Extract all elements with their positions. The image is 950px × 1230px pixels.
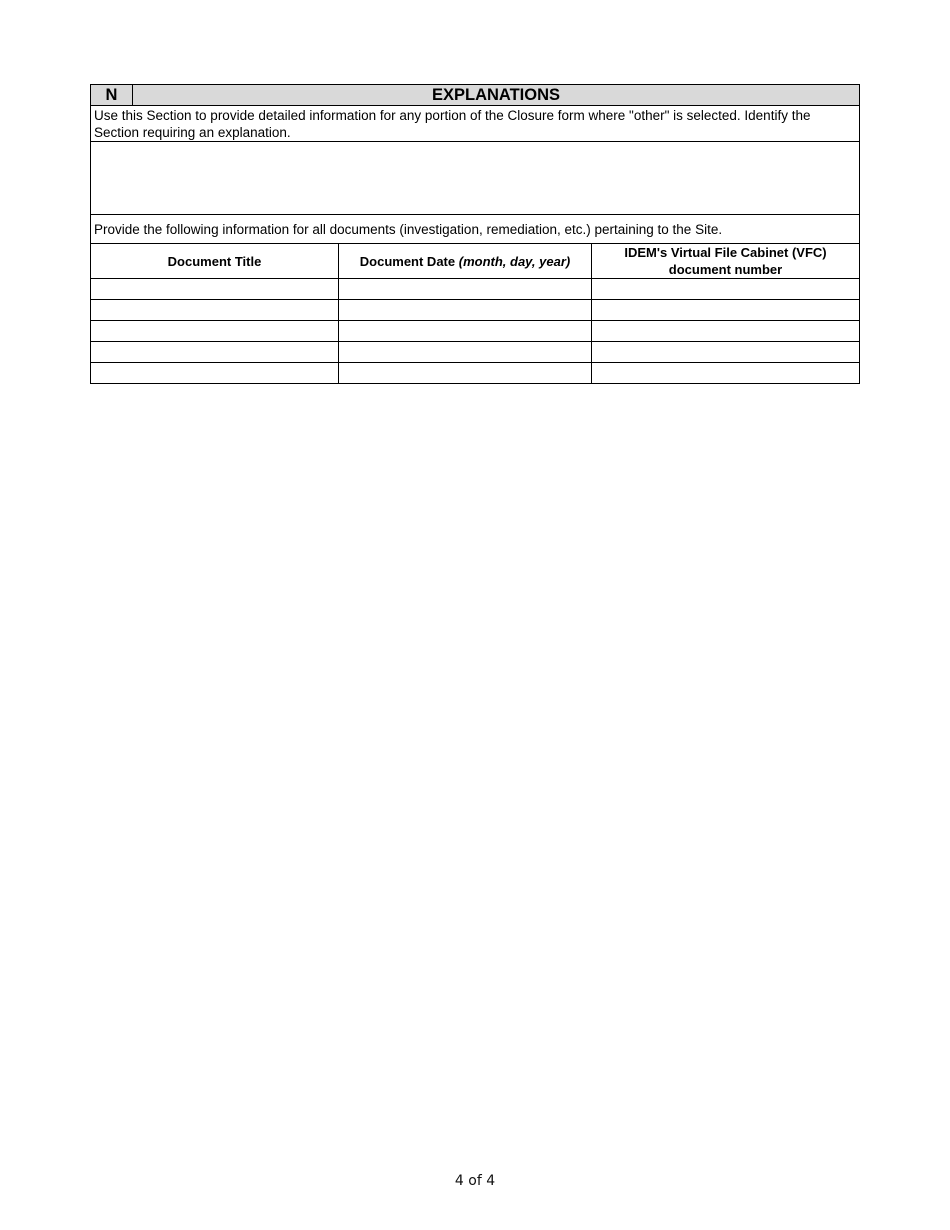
document-title-cell[interactable] (91, 300, 339, 321)
vfc-number-cell[interactable] (592, 300, 860, 321)
document-date-hint: (month, day, year) (458, 253, 571, 269)
explanation-row (91, 142, 860, 215)
column-header-document-date (339, 244, 592, 279)
section-title: EXPLANATIONS (133, 85, 860, 106)
column-header-vfc-number: IDEM's Virtual File Cabinet (VFC) document number (592, 244, 860, 279)
vfc-number-cell[interactable] (592, 279, 860, 300)
document-date-cell[interactable] (339, 342, 592, 363)
documents-instruction: Provide the following information for all documents (investigation, remediation, etc.) pertaining to the Site. (91, 215, 860, 244)
document-date-cell[interactable] (339, 300, 592, 321)
section-instruction: Use this Section to provide detailed information for any portion of the Closure form where "other" is selected. Identify the Section requiring an explanation. (91, 106, 860, 142)
explanations-form (90, 84, 860, 384)
document-date-cell[interactable] (339, 321, 592, 342)
documents-instruction-row (91, 215, 860, 244)
page-number: 4 of 4 (454, 1173, 496, 1189)
documents-header-row (91, 244, 860, 279)
table-row (91, 300, 860, 321)
section-header-row (91, 85, 860, 106)
vfc-number-cell[interactable] (592, 342, 860, 363)
explanation-field[interactable] (91, 142, 860, 215)
document-title-cell[interactable] (91, 321, 339, 342)
column-header-document-title: Document Title (91, 244, 339, 279)
document-title-cell[interactable] (91, 342, 339, 363)
document-date-label: Document Date (359, 253, 459, 269)
table-row (91, 342, 860, 363)
document-title-cell[interactable] (91, 279, 339, 300)
document-date-cell[interactable] (339, 363, 592, 384)
vfc-number-cell[interactable] (592, 321, 860, 342)
table-row (91, 279, 860, 300)
section-letter: N (91, 85, 133, 106)
document-date-cell[interactable] (339, 279, 592, 300)
instruction-row (91, 106, 860, 142)
table-row (91, 363, 860, 384)
vfc-number-cell[interactable] (592, 363, 860, 384)
document-title-cell[interactable] (91, 363, 339, 384)
table-row (91, 321, 860, 342)
